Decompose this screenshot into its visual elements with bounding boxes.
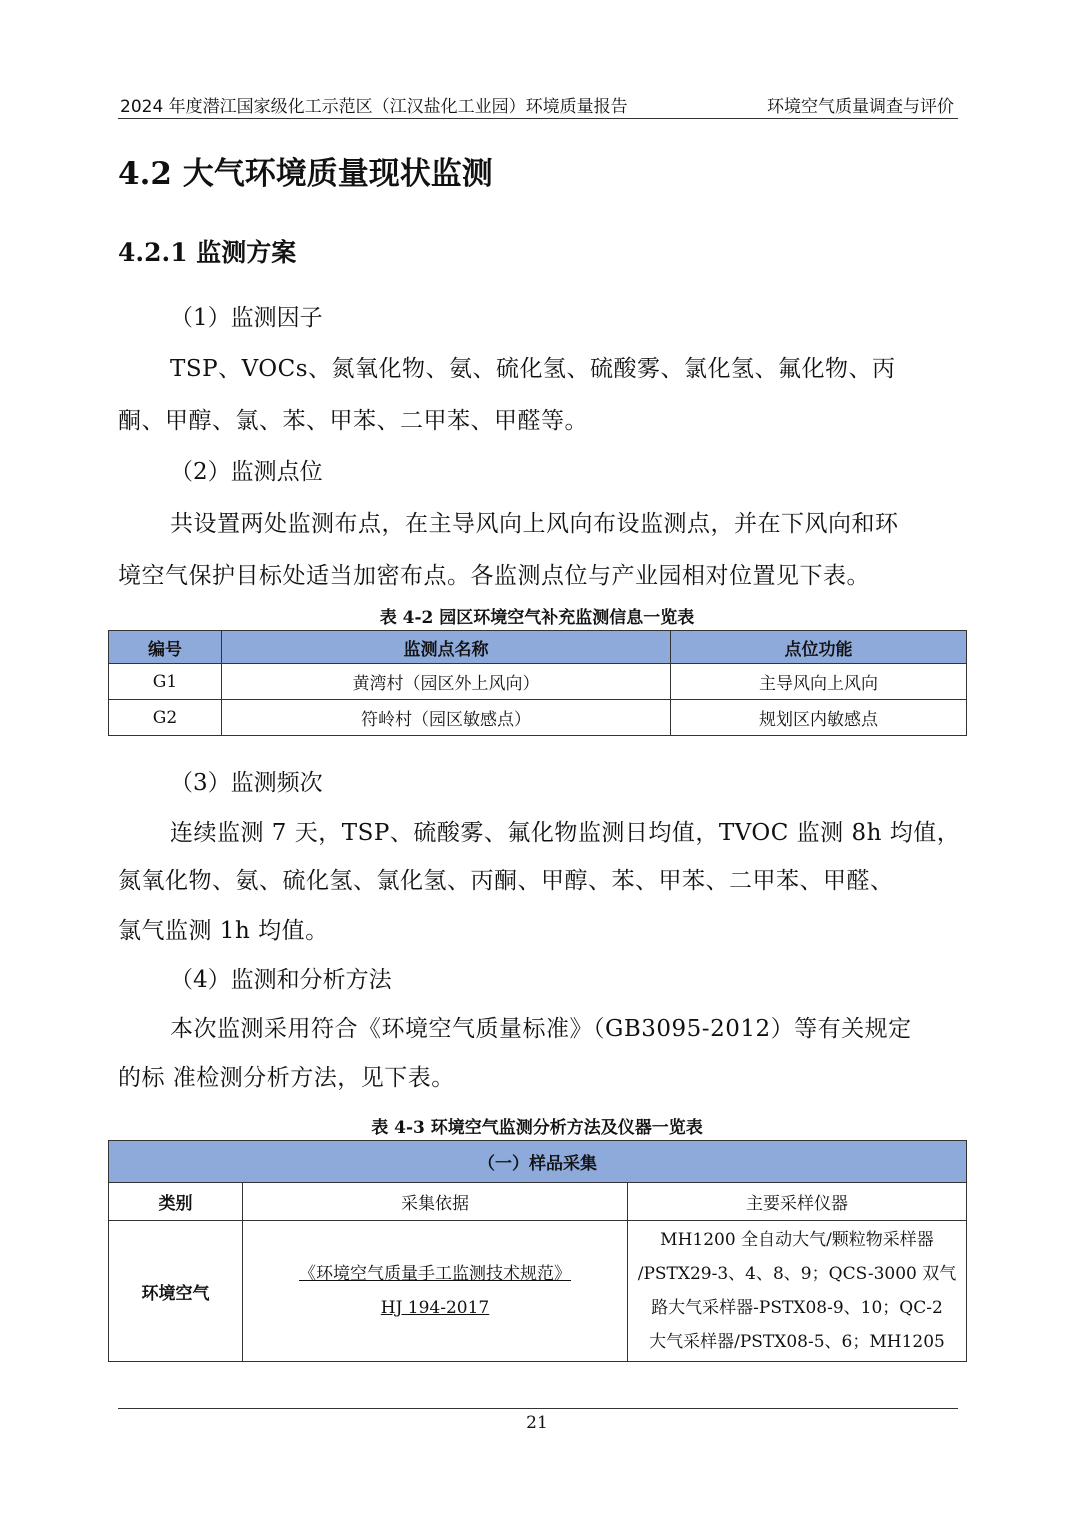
frequency-paragraph-line: 氮氧化物、氨、硫化氢、氯化氢、丙酮、甲醇、苯、甲苯、二甲苯、甲醛、 — [118, 868, 894, 894]
column-header: 编号 — [109, 631, 222, 664]
instrument-line: /PSTX29-3、4、8、9；QCS-3000 双气 — [637, 1264, 957, 1284]
frequency-heading: （3）监测频次 — [170, 770, 323, 796]
instrument-line: 路大气采样器-PSTX08-9、10；QC-2 — [651, 1298, 943, 1318]
instrument-cell — [628, 1221, 967, 1362]
running-header — [118, 92, 958, 118]
table-header-row — [109, 631, 967, 664]
column-header: 采集依据 — [243, 1183, 628, 1221]
method-heading: （4）监测和分析方法 — [170, 967, 392, 993]
section-heading: 4.2 大气环境质量现状监测 — [118, 156, 493, 192]
column-header: 类别 — [109, 1183, 243, 1221]
method-paragraph-line: 本次监测采用符合《环境空气质量标准》（GB3095-2012）等有关规定 — [170, 1016, 912, 1042]
table-row — [109, 664, 967, 700]
page-number: 21 — [526, 1413, 548, 1433]
table-cell: G2 — [109, 700, 222, 736]
column-header: 监测点名称 — [222, 631, 671, 664]
category-cell: 环境空气 — [109, 1221, 243, 1362]
factors-paragraph-line: 酮、甲醇、氯、苯、甲苯、二甲苯、甲醛等。 — [118, 408, 588, 434]
instrument-line: MH1200 全自动大气/颗粒物采样器 — [660, 1230, 934, 1250]
factors-paragraph-line: TSP、VOCs、氮氧化物、氨、硫化氢、硫酸雾、氯化氢、氟化物、丙 — [170, 356, 896, 382]
points-paragraph-line: 共设置两处监测布点，在主导风向上风向布设监测点，并在下风向和环 — [170, 511, 899, 537]
basis-standard-code: HJ 194-2017 — [380, 1298, 490, 1318]
table-cell: G1 — [109, 664, 222, 700]
points-paragraph-line: 境空气保护目标处适当加密布点。各监测点位与产业园相对位置见下表。 — [118, 563, 870, 589]
table-cell: 规划区内敏感点 — [671, 700, 967, 736]
table-row — [109, 700, 967, 736]
table-header-row — [109, 1183, 967, 1221]
table-cell: 符岭村（园区敏感点） — [222, 700, 671, 736]
table-4-2-caption: 表 4-2 园区环境空气补充监测信息一览表 — [379, 608, 695, 628]
footer-divider — [118, 1408, 958, 1409]
points-heading: （2）监测点位 — [170, 459, 323, 485]
subsection-heading: 4.2.1 监测方案 — [118, 238, 297, 267]
column-header: 点位功能 — [671, 631, 967, 664]
table-cell: 主导风向上风向 — [671, 664, 967, 700]
header-report-title: 2024 年度潜江国家级化工示范区（江汉盐化工业园）环境质量报告 — [120, 97, 628, 117]
instrument-line: 大气采样器/PSTX08-5、6；MH1205 — [649, 1332, 945, 1352]
monitoring-points-table — [108, 630, 967, 736]
column-header: 主要采样仪器 — [628, 1183, 967, 1221]
factors-heading: （1）监测因子 — [170, 305, 323, 331]
method-paragraph-line: 的标 准检测分析方法，见下表。 — [118, 1065, 455, 1091]
table-row — [109, 1221, 967, 1362]
analysis-methods-table — [108, 1140, 967, 1362]
header-chapter-title: 环境空气质量调查与评价 — [767, 97, 954, 117]
frequency-paragraph-line: 连续监测 7 天，TSP、硫酸雾、氟化物监测日均值，TVOC 监测 8h 均值， — [170, 820, 961, 846]
table-cell: 黄湾村（园区外上风向） — [222, 664, 671, 700]
header-divider — [118, 118, 958, 119]
table-4-3-caption: 表 4-3 环境空气监测分析方法及仪器一览表 — [371, 1118, 703, 1138]
table-section-label: （一）样品采集 — [109, 1141, 967, 1183]
basis-cell — [243, 1221, 628, 1362]
table-section-row — [109, 1141, 967, 1183]
frequency-paragraph-line: 氯气监测 1h 均值。 — [118, 918, 329, 944]
basis-standard-title: 《环境空气质量手工监测技术规范》 — [299, 1264, 571, 1284]
